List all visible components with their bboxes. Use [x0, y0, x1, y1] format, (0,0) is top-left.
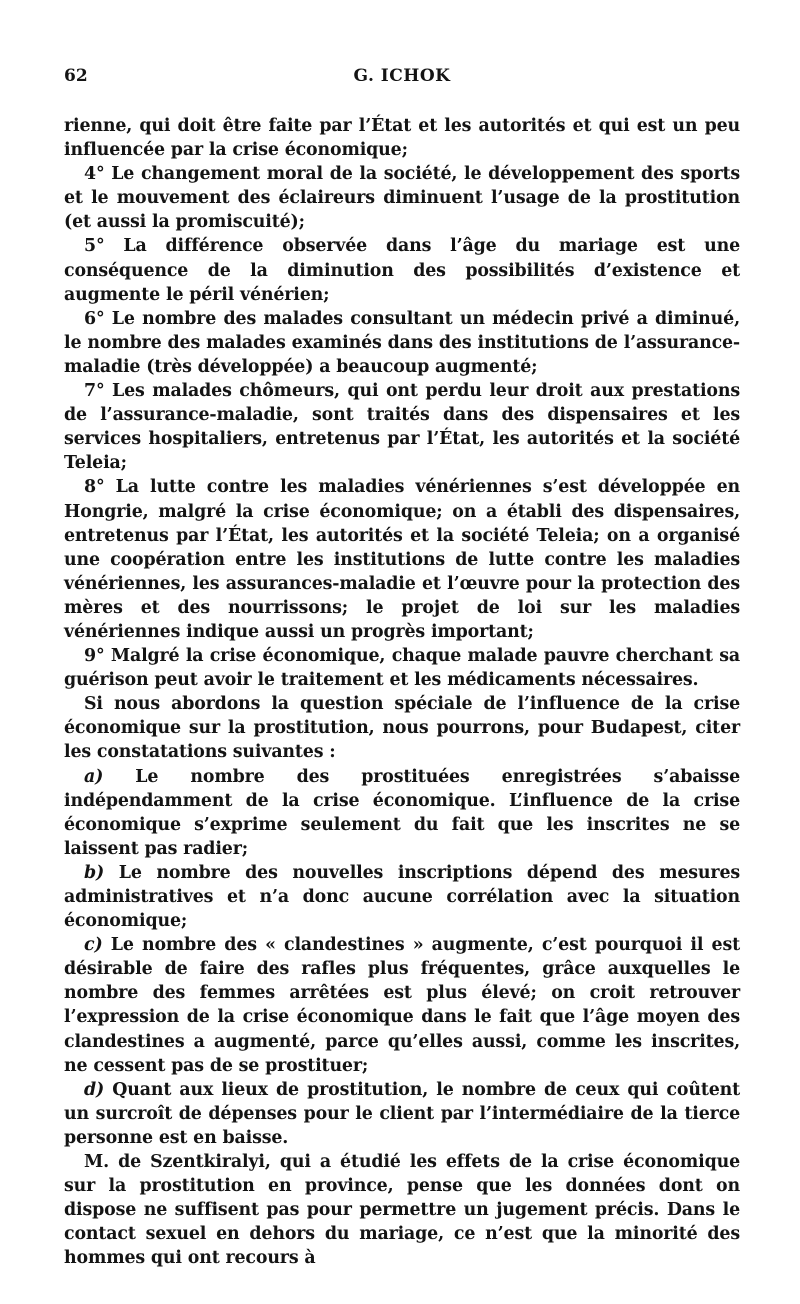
running-head — [64, 66, 740, 92]
item-marker: a) — [84, 766, 104, 787]
item-marker: b) — [84, 862, 105, 883]
paragraph-item-9: 9° Malgré la crise économique, chaque malade pauvre cherchant sa guérison peut avoir le traitement et les médicaments nécessaires. — [64, 646, 740, 691]
item-marker: c) — [84, 935, 103, 956]
page-number: 62 — [64, 66, 88, 86]
paragraph-point-d: d) Quant aux lieux de prostitution, le nombre de ceux qui coûtent un surcroît de dépenses pour le client par l’intermédiaire de la tierce personne est en baisse. — [64, 1079, 740, 1148]
paragraph-item-4: 4° Le changement moral de la société, le développement des sports et le mouvement des éclaireurs diminuent l’usage de la prostitution (et aussi la promiscuité); — [64, 164, 740, 233]
paragraph-point-b: b) Le nombre des nouvelles inscriptions dépend des mesures administratives et n’a donc aucune corrélation avec la situation économique; — [64, 862, 740, 932]
paragraph-szentkiralyi: M. de Szentkiralyi, qui a étudié les effets de la crise économique sur la prostitution en province, pense que les données dont on dispose ne suffisent pas pour permettre un jugement précis. Dans le contact sexuel en dehors du mariage, ce n’est que la minorité des hommes qui ont recours à — [64, 1152, 740, 1269]
book-page — [64, 66, 740, 1271]
paragraph-item-5: 5° La différence observée dans l’âge du mariage est une conséquence de la diminution des possibilités d’existence et augmente le péril vénérien; — [64, 236, 740, 305]
paragraph-point-a: a) Le nombre des prostituées enregistrées s’abaisse indépendamment de la crise économique. L’influence de la crise économique s’exprime seulement du fait que les inscrites ne se laissent pas radier; — [64, 766, 740, 859]
paragraph-budapest-intro: Si nous abordons la question spéciale de l’influence de la crise économique sur la prostitution, nous pourrons, pour Budapest, citer les constatations suivantes : — [64, 694, 740, 763]
paragraph-continuation: rienne, qui doit être faite par l’État et les autorités et qui est un peu influencée par la crise économique; — [64, 116, 740, 161]
paragraph-item-7: 7° Les malades chômeurs, qui ont perdu leur droit aux prestations de l’assurance-maladie, sont traités dans des dispensaires et les services hospitaliers, entretenus par l’État, les autorités et la société Teleia; — [64, 381, 740, 474]
paragraph-point-c: c) Le nombre des « clandestines » augmente, c’est pourquoi il est désirable de faire des rafles plus fréquentes, grâce auxquelles le nombre des femmes arrêtées est plus élevé; on croit retrouver l’expression de la crise économique dans le fait que l’âge moyen des clandestines a augmenté, parce qu’elles aussi, comme les inscrites, ne cessent pas de se prostituer; — [64, 935, 740, 1076]
paragraph-item-8: 8° La lutte contre les maladies vénériennes s’est développée en Hongrie, malgré la crise économique; on a établi des dispensaires, entretenus par l’État, les autorités et la société Teleia; on a organisé une coopération entre les institutions de lutte contre les maladies vénériennes, les assurances-maladie et l’œuvre pour la protection des mères et des nourrissons; le projet de loi sur les maladies vénériennes indique aussi un progrès important; — [64, 477, 740, 642]
body-text — [64, 114, 740, 1271]
author-heading: G. ICHOK — [353, 66, 451, 86]
item-marker: d) — [84, 1079, 105, 1100]
paragraph-item-6: 6° Le nombre des malades consultant un médecin privé a diminué, le nombre des malades examinés dans des institutions de l’assurance-maladie (très développée) a beaucoup augmenté; — [64, 308, 740, 377]
